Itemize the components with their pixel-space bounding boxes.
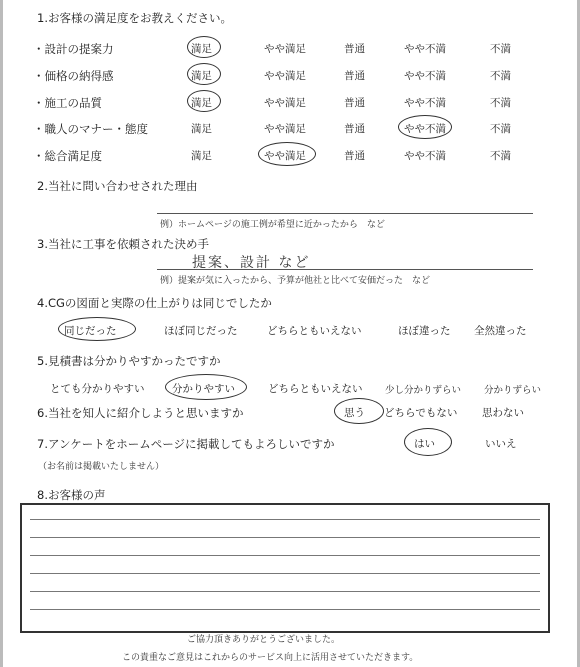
writing-line (30, 555, 540, 556)
writing-line (30, 591, 540, 592)
writing-line (30, 609, 540, 610)
q1-row-label: ・総合満足度 (33, 149, 102, 163)
writing-line (30, 573, 540, 574)
q1-row4-opt-3[interactable]: やや不満 (404, 150, 446, 162)
q2-example: 例）ホームページの施工例が希望に近かったから など (160, 220, 385, 230)
q3-example: 例）提案が気に入ったから、予算が他社と比べて安価だった など (160, 276, 431, 286)
q7-title: 7.アンケートをホームページに掲載してもよろしいですか (37, 437, 335, 451)
q7-note: （お名前は掲載いたしません） (38, 462, 165, 472)
q4-opt-2[interactable]: どちらともいえない (267, 325, 362, 337)
selection-circle (187, 90, 221, 112)
selection-circle (404, 428, 452, 456)
q6-opt-2[interactable]: 思わない (482, 407, 524, 419)
writing-line (30, 537, 540, 538)
q1-row4-opt-1[interactable]: やや満足 (264, 150, 306, 162)
q1-row4-opt-0[interactable]: 満足 (191, 150, 212, 162)
customer-voice-box[interactable] (20, 503, 550, 633)
q1-row1-opt-2[interactable]: 普通 (344, 70, 365, 82)
q1-row0-opt-4[interactable]: 不満 (490, 43, 511, 55)
q4-opt-4[interactable]: 全然違った (474, 325, 527, 337)
q1-row3-opt-4[interactable]: 不満 (490, 123, 511, 135)
q1-row3-opt-1[interactable]: やや満足 (264, 123, 306, 135)
q5-opt-1[interactable]: 分かりやすい (172, 383, 235, 395)
selection-circle (58, 317, 136, 341)
selection-circle (398, 115, 452, 139)
q4-opt-1[interactable]: ほぼ同じだった (164, 325, 238, 337)
selection-circle (187, 63, 221, 85)
selection-circle (334, 398, 384, 424)
q1-row0-opt-1[interactable]: やや満足 (264, 43, 306, 55)
q3-title: 3.当社に工事を依頼された決め手 (37, 237, 209, 251)
q1-row2-opt-1[interactable]: やや満足 (264, 97, 306, 109)
selection-circle (258, 142, 316, 166)
q1-row0-opt-2[interactable]: 普通 (344, 43, 365, 55)
q1-row-label: ・価格の納得感 (33, 69, 114, 83)
q4-opt-3[interactable]: ほぼ違った (398, 325, 451, 337)
q7-opt-1[interactable]: いいえ (485, 438, 517, 450)
q1-row2-opt-2[interactable]: 普通 (344, 97, 365, 109)
q1-row0-opt-3[interactable]: やや不満 (404, 43, 446, 55)
q6-opt-1[interactable]: どちらでもない (384, 407, 458, 419)
q6-opt-0[interactable]: 思う (344, 407, 365, 419)
q5-opt-0[interactable]: とても分かりやすい (50, 383, 145, 395)
q1-row3-opt-2[interactable]: 普通 (344, 123, 365, 135)
q8-title: 8.お客様の声 (37, 488, 106, 502)
q5-opt-3[interactable]: 少し分かりずらい (385, 385, 462, 396)
q1-row1-opt-3[interactable]: やや不満 (404, 70, 446, 82)
q5-title: 5.見積書は分かりやすかったですか (37, 354, 221, 368)
q1-row0-opt-0[interactable]: 満足 (191, 43, 212, 55)
footer-thanks: ご協力頂きありがとうございました。 (187, 635, 341, 645)
selection-circle (187, 36, 221, 58)
q4-title: 4.CGの図面と実際の仕上がりは同じでしたか (37, 296, 272, 310)
q5-opt-2[interactable]: どちらともいえない (268, 383, 363, 395)
q1-row4-opt-4[interactable]: 不満 (490, 150, 511, 162)
q5-opt-4[interactable]: 分かりずらい (484, 385, 542, 396)
q1-row2-opt-3[interactable]: やや不満 (404, 97, 446, 109)
q2-title: 2.当社に問い合わせされた理由 (37, 179, 198, 193)
q1-title: 1.お客様の満足度をお教えください。 (37, 11, 232, 25)
q1-row2-opt-4[interactable]: 不満 (490, 97, 511, 109)
q1-row3-opt-3[interactable]: やや不満 (404, 123, 446, 135)
writing-line (30, 519, 540, 520)
q1-row4-opt-2[interactable]: 普通 (344, 150, 365, 162)
answer-line (157, 213, 533, 214)
q1-row-label: ・施工の品質 (33, 96, 102, 110)
footer-note: この貴重なご意見はこれからのサービス向上に活用させていただきます。 (122, 653, 419, 663)
q1-row2-opt-0[interactable]: 満足 (191, 97, 212, 109)
q3-handwritten-answer: 提案、設計 など (192, 255, 311, 271)
q1-row-label: ・職人のマナー・態度 (33, 122, 148, 136)
q1-row1-opt-4[interactable]: 不満 (490, 70, 511, 82)
selection-circle (165, 374, 247, 400)
q1-row1-opt-0[interactable]: 満足 (191, 70, 212, 82)
scan-edge-left (0, 0, 3, 667)
q1-row3-opt-0[interactable]: 満足 (191, 123, 212, 135)
q7-opt-0[interactable]: はい (414, 438, 435, 450)
answer-line (157, 269, 533, 270)
q4-opt-0[interactable]: 同じだった (64, 325, 117, 337)
q6-title: 6.当社を知人に紹介しようと思いますか (37, 406, 244, 420)
q1-row1-opt-1[interactable]: やや満足 (264, 70, 306, 82)
q1-row-label: ・設計の提案力 (33, 42, 114, 56)
